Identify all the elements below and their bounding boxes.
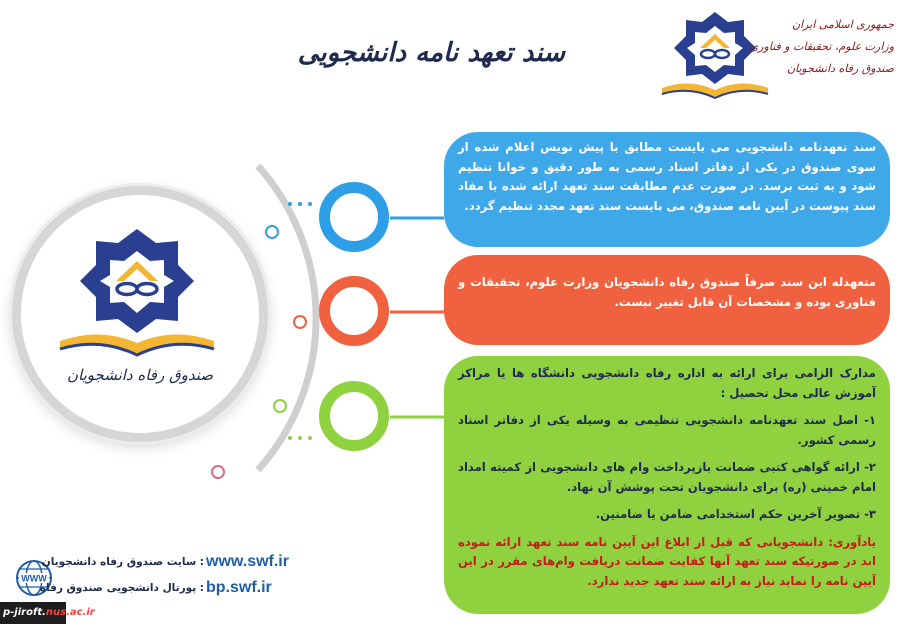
- timeline-node-3: [319, 381, 389, 451]
- site-link-label: : سایت صندوق رفاه دانشجویان: [41, 556, 204, 568]
- card-item: ۱- اصل سند تعهدنامه دانشجویی تنظیمی به وسیله یکی از دفاتر اسناد رسمی کشور.: [458, 413, 876, 447]
- ministry-text: [749, 14, 894, 80]
- portal-link-label: : پورتال دانشجویی صندوق رفاه: [39, 582, 204, 594]
- card-text: سند تعهدنامه دانشجویی می بایست مطابق با پیش نویس اعلام شده از سوی صندوق در یکی از دفاتر اسناد رسمی به طور دقیق و خوانا تنظیم شود و به ثبت برسد. در صورت عدم مطابقت سند تعهد ارائه شده با مفاد سند پیوست در آیین نامه صندوق، می بایست سند تعهد مجدد تنظیم گردد.: [458, 140, 876, 213]
- info-card-3: [444, 356, 890, 614]
- info-card-2: [444, 255, 890, 345]
- info-card-1: [444, 132, 890, 247]
- gov-line: صندوق رفاه دانشجویان: [786, 62, 894, 75]
- card-item: ۲- ارائه گواهی کتبی ضمانت بازپرداخت وام های دانشجویی از کمیته امداد امام خمینی (ره) برای دانشجویان تحت پوشش آن نهاد.: [458, 460, 876, 494]
- logo-text: صندوق رفاه دانشجویان: [67, 366, 213, 384]
- timeline-node-2: [319, 276, 389, 346]
- site-link[interactable]: www.swf.ir: [206, 553, 289, 570]
- watermark-prefix: p-jiroft.: [3, 607, 46, 618]
- portal-link[interactable]: bp.swf.ir: [206, 579, 272, 596]
- svg-text:WWW: WWW: [21, 573, 47, 584]
- card-item: ۳- تصویر آخرین حکم استخدامی ضامن یا ضامنین.: [595, 507, 876, 521]
- swf-logo-large-icon: [52, 225, 222, 360]
- footer-link-row: [14, 579, 314, 603]
- card-intro: مدارک الزامی برای ارائه به اداره رفاه دانشجویی دانشگاه ها یا مراکز آموزش عالی محل تحصیل :: [458, 366, 876, 400]
- timeline-node-1: [319, 182, 389, 252]
- watermark-accent: nus.ac.ir: [45, 607, 95, 618]
- card-text: متعهدله این سند صرفاً صندوق رفاه دانشجویان وزارت علوم، تحقیقات و فناوری بوده و مشخصات آن قابل تغییر نیست.: [458, 275, 876, 309]
- header: [0, 0, 900, 110]
- gov-line: جمهوری اسلامی ایران: [791, 18, 894, 31]
- footer-link-row: [14, 553, 314, 577]
- card-note: یادآوری: دانشجویانی که قبل از ابلاغ این آیین نامه سند تعهد ارائه نموده اند در صورتیکه سند تعهد آنها کفایت ضمانت دریافت وام‌های مقرر در این آیین نامه را نماید نیاز به ارائه سند تعهد جدید ندارد.: [458, 534, 876, 588]
- gov-line: وزارت علوم، تحقیقات و فناوری: [749, 40, 894, 53]
- page-title: سند تعهد نامه دانشجویی: [297, 38, 565, 68]
- watermark: [0, 602, 95, 624]
